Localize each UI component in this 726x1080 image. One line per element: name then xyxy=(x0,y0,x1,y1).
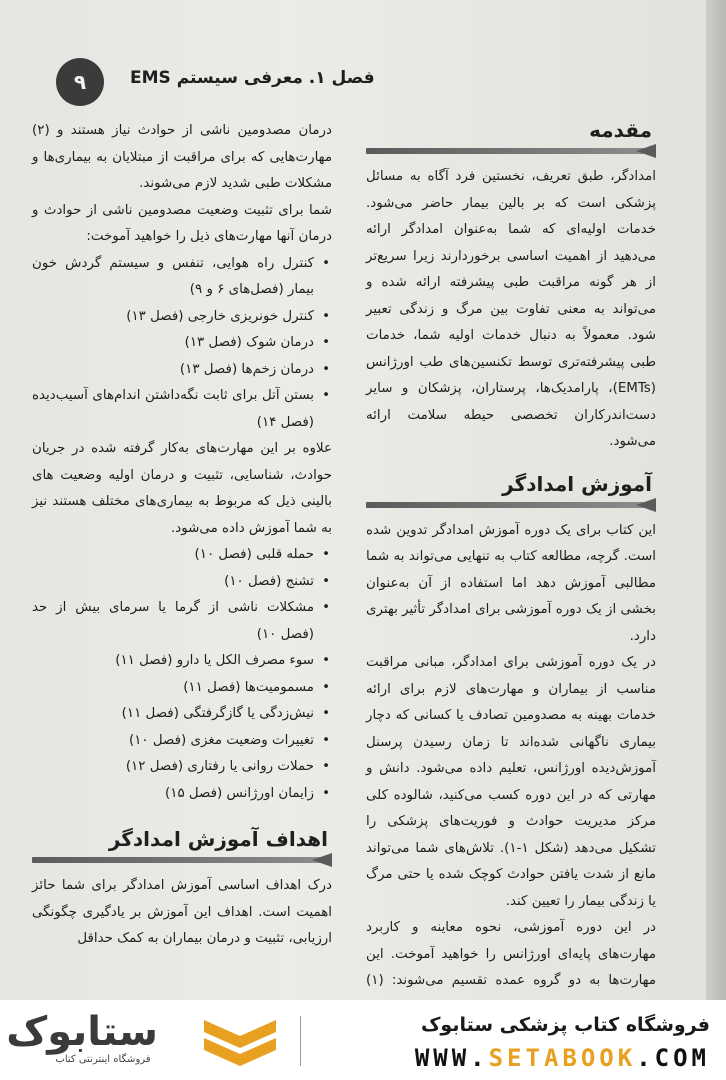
left-column xyxy=(32,118,332,953)
list-item: • مسمومیت‌ها (فصل ۱۱) xyxy=(32,675,314,702)
right-column xyxy=(366,112,656,1021)
store-footer xyxy=(0,1000,726,1080)
list-item: • سوء مصرف الکل یا دارو (فصل ۱۱) xyxy=(32,648,314,675)
list-item: • کنترل خونریزی خارجی (فصل ۱۳) xyxy=(32,304,314,331)
heading-bar xyxy=(366,148,656,154)
heading-bar xyxy=(366,502,656,508)
list-item: • درمان زخم‌ها (فصل ۱۳) xyxy=(32,357,314,384)
store-url[interactable] xyxy=(330,1044,710,1072)
goals-paragraph: درک اهداف اساسی آموزش امدادگر برای شما حائز اهمیت است. اهداف این آموزش بر یادگیری چگونگی ارزیابی، تثبیت و درمان بیماران به کمک حداقل xyxy=(32,878,332,946)
list-item: • مشکلات ناشی از گرما یا سرمای بیش از حد (فصل ۱۰) xyxy=(32,595,314,648)
intro-paragraph: امدادگر، طبق تعریف، نخستین فرد آگاه به مسائل پزشکی است که بر بالین بیمار حاضر می‌شود. خدمات اولیه‌ای که شما به‌عنوان امدادگر ارائه می‌دهید از اهمیت اساسی برخوردارند زیرا سریع‌تر از هر گونه مراقبت طبی پیشرفته ارائه شده و می‌تواند به معنی تفاوت بین مرگ و زندگی تعبیر شود. معمولاً به دنبال خدمات اولیه شما، خدمات طبی پیشرفته‌تری توسط تکنسین‌های طب اورژانس (EMTs)، پارامدیک‌ها، پرستاران، پزشکان و سایر دست‌اندرکاران تخصصی حیطه سلامت ارائه می‌شود. xyxy=(366,169,656,449)
url-suffix: .COM xyxy=(636,1044,710,1072)
footer-divider xyxy=(300,1016,301,1066)
training-paragraph-3: در این دوره آموزشی، نحوه معاینه و کاربرد مهارت‌های پایه‌ای اورژانس را خواهید آموخت. این مهارت‌ها به دو گروه عمده تقسیم می‌شوند: (۱) xyxy=(366,920,656,988)
list-item: • نیش‌زدگی یا گازگرفتگی (فصل ۱۱) xyxy=(32,701,314,728)
url-highlight: SETABOOK xyxy=(488,1044,637,1072)
list-item: • زایمان اورژانس (فصل ۱۵) xyxy=(32,781,314,808)
page-header xyxy=(30,58,690,106)
goals-heading-block xyxy=(32,821,332,867)
trauma-skills-list xyxy=(32,251,332,437)
list-item: • بستن آتل برای ثابت نگه‌داشتن اندام‌های آسیب‌دیده (فصل ۱۴) xyxy=(32,383,314,436)
store-name: فروشگاه کتاب پزشکی ستابوک xyxy=(420,1014,710,1036)
url-prefix: WWW. xyxy=(414,1044,489,1072)
list-item: • تشنج (فصل ۱۰) xyxy=(32,569,314,596)
chapter-title: فصل ۱. معرفی سیستم EMS xyxy=(130,68,375,88)
training-paragraph-1: این کتاب برای یک دوره آموزش امدادگر تدوین شده است. گرچه، مطالعه کتاب به تنهایی می‌تواند به شما مطالبی آموزش دهد اما استفاده از آن به‌عنوان بخشی از یک دوره آموزشی برای امدادگر تأثیر بهتری دارد. xyxy=(366,522,656,644)
goals-heading: اهداف آموزش امدادگر xyxy=(108,827,328,851)
left-paragraph-2: شما برای تثبیت وضعیت مصدومین ناشی از حوادث و درمان آنها مهارت‌های ذیل را خواهید آموخت: xyxy=(32,202,332,244)
list-item: • درمان شوک (فصل ۱۳) xyxy=(32,330,314,357)
left-paragraph-3: علاوه بر این مهارت‌های به‌کار گرفته شده در جریان حوادث، شناسایی، تثبیت و درمان اولیه وضعیت های بالینی ذیل که مربوط به بیماری‌های مختلف هستند نیز به شما آموزش داده می‌شود. xyxy=(32,441,332,536)
training-paragraph-2: در یک دوره آموزشی برای امدادگر، مبانی مراقبت مناسب از بیماران و مهارت‌های لازم برای ارائه خدمات بهینه به مصدومین تصادف یا کسانی که دچار بیماری ناگهانی شده‌اند تا زمان رسیدن پرسنل آموزش‌دیده اورژانس، تعلیم داده می‌شود. دانش و مهارتی که در این دوره کسب می‌کنید، شالوده کلی مرکز مدیریت حوادث و فوریت‌های پزشکی را تشکیل می‌دهد (شکل ۱-۱). تلاش‌های شما می‌تواند مانع از شدت یافتن حوادث کوچک شده یا حتی مرگ یا زندگی بیمار را تعیین کند. xyxy=(366,655,657,909)
page-number: ۹ xyxy=(73,70,87,94)
heading-bar xyxy=(32,857,332,863)
intro-heading-block xyxy=(366,112,656,158)
training-heading-block xyxy=(366,466,656,512)
chevron-logo-icon xyxy=(200,1016,280,1070)
page-spine xyxy=(706,0,726,1000)
intro-heading: مقدمه xyxy=(589,118,652,142)
list-item: • حملات روانی یا رفتاری (فصل ۱۲) xyxy=(32,754,314,781)
training-heading: آموزش امدادگر xyxy=(502,471,652,496)
illness-skills-list xyxy=(32,542,332,807)
store-logo-text: ستابوک xyxy=(6,1009,158,1055)
page-number-badge xyxy=(56,58,104,106)
store-logo-subtitle: فروشگاه اینترنتی کتاب xyxy=(55,1054,151,1065)
left-paragraph-1: درمان مصدومین ناشی از حوادث نیاز هستند و (۲) مهارت‌هایی که برای مراقبت از مبتلایان به بیماری‌ها و مشکلات طبی شدید لازم می‌شوند. xyxy=(32,123,332,191)
list-item: • کنترل راه هوایی، تنفس و سیستم گردش خون بیمار (فصل‌های ۶ و ۹) xyxy=(32,251,314,304)
list-item: • تغییرات وضعیت مغزی (فصل ۱۰) xyxy=(32,728,314,755)
list-item: • حمله قلبی (فصل ۱۰) xyxy=(32,542,314,569)
